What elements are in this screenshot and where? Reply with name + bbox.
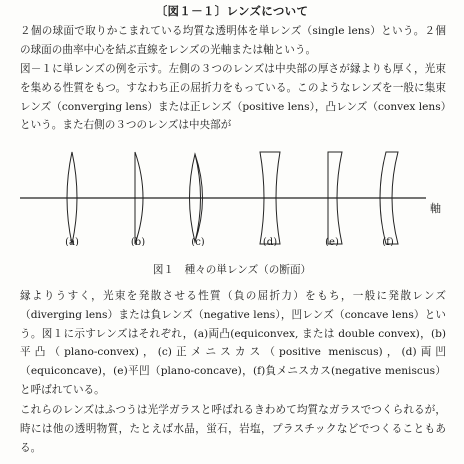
section-heading: 〔図１－１〕レンズについて bbox=[155, 4, 309, 18]
paragraph-definition: ２個の球面で取りかこまれている均質な透明体を単レンズ（single lens）という。２個の球面の曲率中心を結ぶ直線をレンズの光軸または軸という。 bbox=[20, 25, 446, 56]
paragraph-diverging: 縁よりうすく，光束を発散させる性質（負の屈折力）をもち，一般に発散レンズ（diverging lens）または負レンズ（negative lens），凹レンズ（concave lens）という。図１に示すレンズはそれぞれ，(a)両凸(equiconvex, または double convex)，(b)平凸（plano-convex)，(c)正メニスカス（positive meniscus)，(d)両凹（equiconcave)，(e)平凹（plano-concave)，(f)負メニスカス(negative meniscus）と呼ばれている。 bbox=[20, 290, 446, 396]
lens-label-d: (d) bbox=[262, 237, 278, 246]
lens-diagram bbox=[20, 146, 446, 246]
lens-label-a: (a) bbox=[65, 237, 79, 246]
axis-label: 軸 bbox=[430, 202, 441, 215]
paragraph-materials: これらのレンズはふつうは光学ガラスと呼ばれるきわめて均質なガラスでつくられるが，時には他の透明物質，たとえば水晶，蛍石，岩塩，プラスチックなどでつくることもある。 bbox=[20, 404, 446, 454]
lens-label-c: (c) bbox=[191, 237, 205, 246]
lens-figure bbox=[20, 146, 446, 246]
lens-label-f: (f) bbox=[382, 237, 394, 246]
paragraph-converging: 図－１に単レンズの例を示す。左側の３つのレンズは中央部の厚さが縁よりも厚く，光束を集める性質をもつ。すなわち正の屈折力をもっている。このようなレンズを一般に集束レンズ（converging lens）または正レンズ（positive lens），凸レンズ（convex lens）という。また右側の３つのレンズは中央部が bbox=[20, 63, 446, 132]
lens-label-b: (b) bbox=[130, 237, 146, 246]
lens-label-e: (e) bbox=[325, 237, 339, 246]
figure-caption: 図１ 種々の単レンズ（の断面） bbox=[152, 264, 312, 276]
